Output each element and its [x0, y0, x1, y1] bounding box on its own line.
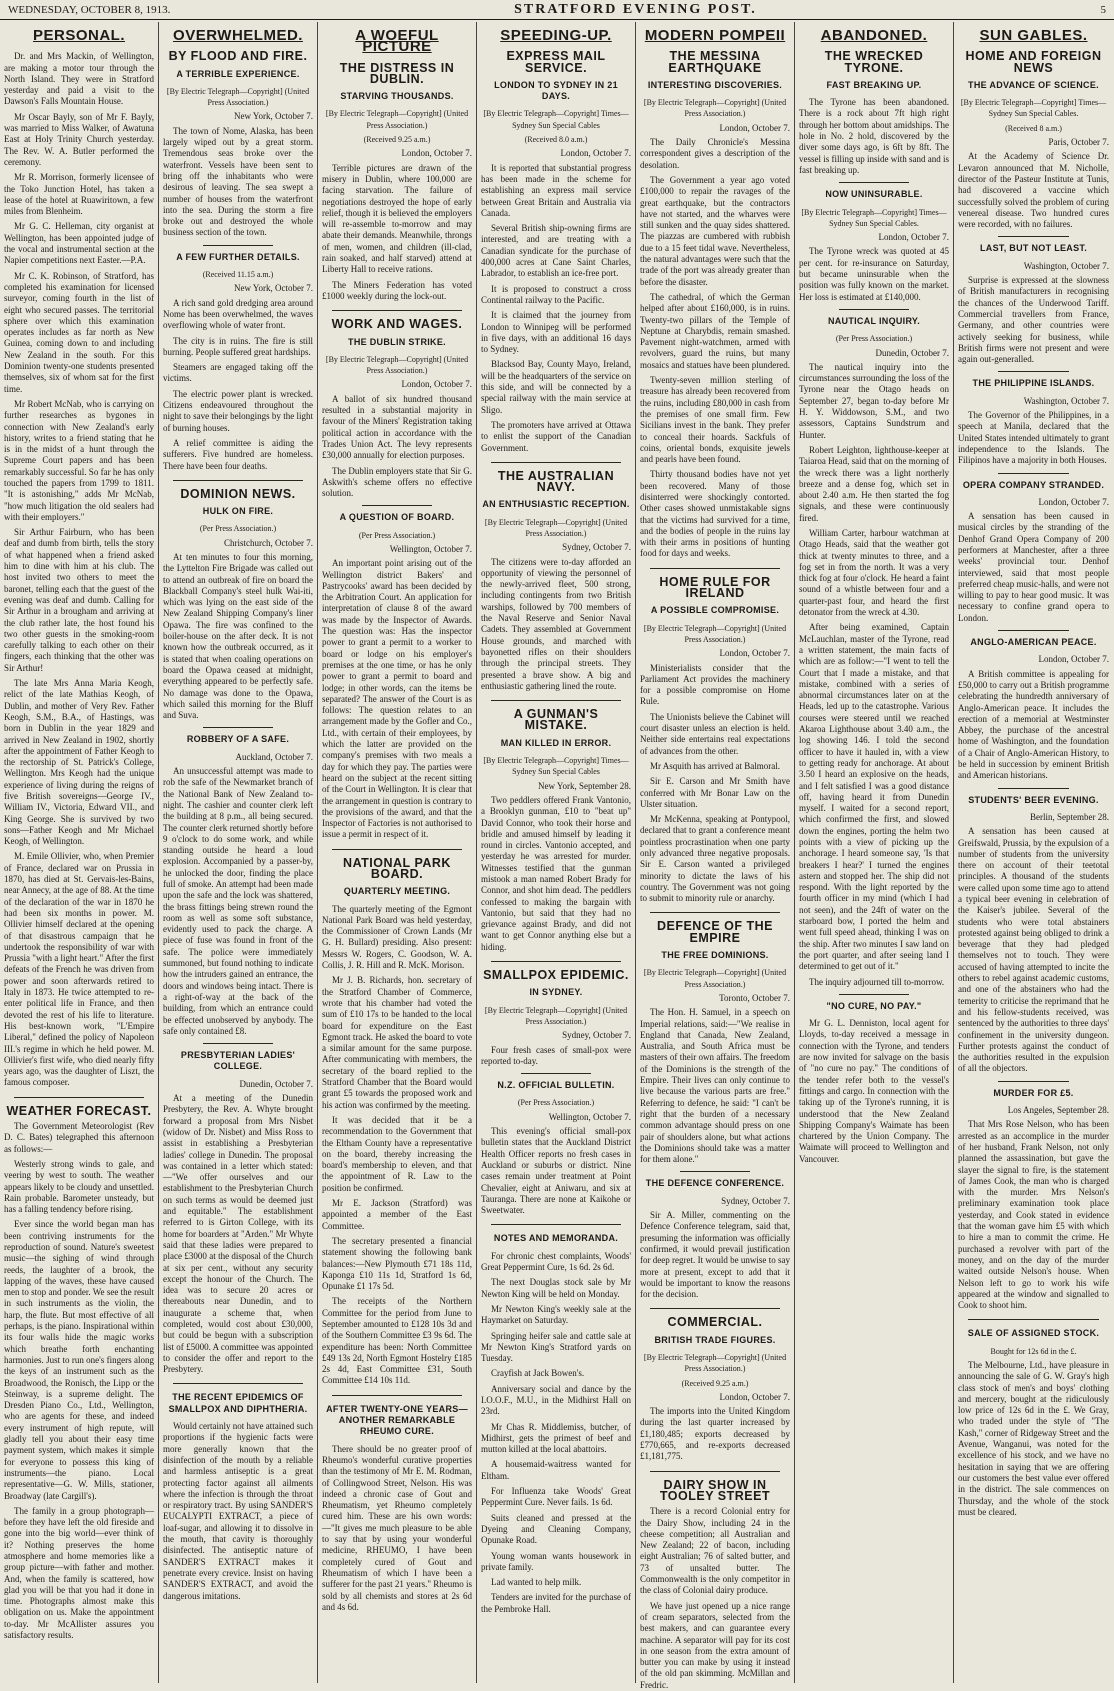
paragraph: Springing heifer sale and cattle sale at Mr Newton King's Stratford yards on Tuesday.: [481, 1330, 631, 1364]
wire-credit: (Per Press Association.): [517, 1098, 595, 1108]
section-rule: [998, 630, 1069, 631]
dateline: New York, September 28.: [538, 780, 631, 791]
article-paragraphs: [958, 826, 1109, 1075]
article-paragraphs: [481, 1045, 631, 1068]
subheading: MAN KILLED IN ERROR.: [500, 737, 612, 748]
paragraph: Sir Arthur Fairburn, who has been deaf and dumb from birth, tells the story of what happened when a friend asked him to dine with him at his club. The host invited two others to meet the baronet, telling each that the guest of the evening was deaf and dumb. Calling for Sir Arthur in a brougham and arriving at the club rather late, the host found his two other guests in the smoking-room carefully talking to each other on their fingers, each thinking that the other was Sir Arthur!: [4, 527, 154, 673]
notes-paragraphs: [481, 1251, 631, 1615]
article-paragraphs: [640, 663, 790, 905]
paragraph: At ten minutes to four this morning, the Lyttelton Fire Brigade was called out to attend an outbreak of fire on board the Blackball Company's steel hulk Wai-iti, which was lying on the east side of the New Zealand Shipping Company's liner Opawa. The fire was confined to the boiler-house on the after deck. It is not known how the outbreak occurred, as it is stated that when coaling operations on board the Opawa ceased at midnight, everything appeared to be perfectly safe. No damage was done to the Opawa, which sailed this morning for the Bluff and Suva.: [163, 551, 313, 721]
section-title: HOME AND FOREIGN NEWS: [965, 49, 1102, 75]
paragraph: The cathedral, of which the German helped after about £160,000, is in ruins. Twenty-two pillars of the Temple of Neptune at Charybdis, remain smashed. Pavement night-watchmen, armed with revolvers, guard the ruins, but many mosaics and statues have been plundered.: [640, 291, 790, 370]
subheading: ANGLO-AMERICAN PEACE.: [970, 637, 1097, 648]
paragraph: Mr C. K. Robinson, of Stratford, has completed his examination for licensed surveyor, coming fourth in the list of eight who secured passes. The territorial sphere over which this examination operates includes as far north as New Guinea, coming down to and including New Zealand in the south. For this Dominion twenty-one students presented themselves, six of whom sat for the first time.: [4, 270, 154, 394]
subheading: NOW UNINSURABLE.: [825, 189, 923, 200]
paragraph: Mr McKenna, speaking at Pontypool, declared that to grant a conference meant pointless procrastination when one party only advanced three negative proposals. Sir E. Carson wanted a privileged minority to dictate the laws of his country. The Government was not going to submit to minority rule or anarchy.: [640, 814, 790, 904]
section-title: THE DISTRESS IN DUBLIN.: [339, 60, 455, 86]
column-heading: MODERN POMPEII: [644, 27, 786, 44]
paragraph: A ballot of six hundred thousand resulted in a substantial majority in favour of the Miners' Registration taking political action in accordance with the Trades Union Act. The levy represents £30,000 annually for election purposes.: [322, 393, 472, 461]
section-rule: [491, 700, 621, 701]
dateline: London, October 7.: [719, 1391, 790, 1402]
subheading: IN SYDNEY.: [529, 987, 583, 998]
section-rule: [650, 912, 780, 913]
paragraph: Would certainly not have attained such proportions if the hygienic facts were more generally known that the disinfection of the mouth by a reliable and harmless antiseptic is a great protecting factor against all ailments where the infection is through the throat or respiratory tract. By using SANDER'S EUCALYPTI EXTRACT, a piece of loaf-sugar, and allowing it to dissolve in the mouth, that cavity is thoroughly disinfected. The antiseptic nature of SANDER'S EXTRACT makes it penetrate every crevice. Insist on having SANDER'S EXTRACT, and avoid the dangerous imitations.: [163, 1421, 313, 1601]
subheading: NOTES AND MEMORANDA.: [493, 1233, 619, 1244]
subheading: FAST BREAKING UP.: [826, 79, 922, 90]
section-rule: [998, 371, 1069, 372]
paragraph: The inquiry adjourned till to-morrow.: [809, 976, 945, 987]
paragraph: Mr Robert McNab, who is carrying on further researches as bygones in connection with New Zealand's early history, writes to a friend stating that he is in the midst of a hunt through the Supreme Court papers and has been remarkably successful. So far he has only touched the papers from 1799 to 1811. "It is astonishing," adds Mr McNab, "how much litigation the old sealers had with their employers.": [4, 398, 154, 522]
section-title: WEATHER FORECAST.: [6, 1103, 152, 1118]
section-title: A GUNMAN'S MISTAKE.: [513, 707, 599, 733]
subheading: HULK ON FIRE.: [202, 506, 274, 517]
paragraph: Robert Leighton, lighthouse-keeper at Taiaroa Head, said that on the morning of the wreck there was a light northerly breeze and a dense fog, which set in about 2.40 a.m. He then started the fog signals, and these were continuously fired.: [799, 444, 949, 523]
paragraph: The Tyrone wreck was quoted at 45 per cent. for re-insurance on Saturday, but became uninsurable when the position was fully known on the market. Her loss is estimated at £140,000.: [799, 246, 949, 302]
section-rule: [839, 309, 909, 310]
wire-credit: (Per Press Association.): [358, 530, 436, 540]
masthead: [0, 0, 1114, 20]
paragraph: A relief committee is aiding the sufferers. Five hundred are homeless. There have been four deaths.: [163, 437, 313, 471]
article-paragraphs: [958, 151, 1109, 230]
paragraph: The Unionists believe the Cabinet will court disaster unless an election is held. Neither side entertains real expectations of advances from the other.: [640, 711, 790, 756]
paragraph: Lad wanted to help milk.: [491, 1577, 582, 1588]
subheading: LONDON TO SYDNEY IN 21 DAYS.: [494, 79, 618, 102]
paragraph: The secretary presented a financial statement showing the following bank balances:—New Plymouth £71 18s 11d, Kaponga £10 11s 1d, Stratford 1s 6d, Opunake £1 17s 5d.: [322, 1235, 472, 1292]
paragraph: Sir E. Carson and Mr Smith have conferred with Mr Bonar Law on the Ulster situation.: [640, 776, 790, 809]
dateline: London, October 7.: [1038, 654, 1109, 665]
subheading: SALE OF ASSIGNED STOCK.: [967, 1328, 1100, 1339]
column-heading: SPEEDING-UP.: [500, 27, 612, 44]
dateline: Berlin, September 28.: [1030, 811, 1109, 822]
paragraph: The Miners Federation has voted £1000 weekly during the lock-out.: [322, 279, 472, 301]
dateline: London, October 7.: [1038, 496, 1109, 507]
sale-note: Bought for 12s 6d in the £.: [990, 1346, 1077, 1356]
subheading: PRESBYTERIAN LADIES' COLLEGE.: [180, 1050, 296, 1072]
subheading: THE ADVANCE OF SCIENCE.: [968, 79, 1099, 90]
article-paragraphs: [163, 766, 313, 1037]
article-paragraphs: [958, 410, 1109, 466]
advert-paragraphs: [958, 1360, 1109, 1518]
personal-paragraphs: [4, 51, 154, 1088]
article-paragraphs: [640, 1406, 790, 1462]
section-rule: [173, 1383, 303, 1384]
wire-credit: [By Electric Telegraph—Copyright] (United Press Association.): [166, 86, 310, 108]
section-title: THE WRECKED TYRONE.: [824, 49, 924, 75]
dateline: Wellington, October 7.: [548, 1111, 631, 1122]
subheading: A QUESTION OF BOARD.: [339, 512, 455, 523]
wire-credit: [By Electric Telegraph—Copyright] (United Press Association.): [643, 968, 787, 989]
paragraph: The late Mrs Anna Maria Keogh, relict of the late Mathias Keogh, of Dublin, and mother of Very Rev. Father Keogh, S.M., B.A., of Hastings, was born in Dublin in the year 1829 and arrived in New Zealand in 1902, shortly after the appointment of Father Keogh to the rectorship of St. Patrick's College, Wellington. Mrs Keogh had the unique experience of living during the reigns of five British sovereigns—George IV., William IV., Victoria, Edward VII., and King George. She is survived by two sons—Father Keogh and Mr Michael Keogh, of Wellington.: [4, 678, 154, 847]
paragraph: The Dublin employers state that Sir G. Askwith's scheme offers no effective solution.: [322, 465, 472, 499]
paragraph: A British committee is appealing for £50,000 to carry out a British programme celebrating the hundredth anniversary of Anglo-American peace. It includes the erection of a memorial at Westminster Abbey, the purchase of the ancestral home of Washington, and the foundation of a Chair of Anglo-American History, to be held in succession by eminent British and American historians.: [958, 668, 1109, 781]
section-rule: [998, 473, 1069, 474]
subheading: THE DEFENCE CONFERENCE.: [645, 1178, 785, 1189]
article-paragraphs: [322, 394, 472, 500]
section-title: BY FLOOD AND FIRE.: [168, 49, 308, 64]
article-paragraphs: [481, 1126, 631, 1216]
paragraph: Suits cleaned and pressed at the Dyeing and Cleaning Company, Opunake Road.: [481, 1512, 631, 1546]
article-paragraphs: [322, 163, 472, 303]
subheading: STUDENTS' BEER EVENING.: [968, 794, 1099, 805]
section-rule: [650, 1471, 780, 1472]
wire-credit: [By Electric Telegraph—Copyright] (United Press Association.): [325, 354, 469, 376]
paragraph: Thirty thousand bodies have not yet been recovered. Many of those disinterred were shockingly contorted. Other cases showed unmistakable signs that the victims had survived for a time, and the bodies of people in the ruins lay with their arms in positions of hunting food for days and weeks.: [640, 469, 790, 559]
newspaper-title: STRATFORD EVENING POST.: [514, 1, 757, 17]
paragraph: Two peddlers offered Frank Vantonio, a Brooklyn gunman, £10 to "beat up" David Connor, who took their horse and bridle and amused himself by leading it round in circles. Vantonio accepted, and yesterday he was arrested for murder. Witnesses testified that the gunman mistook a man named Robert Brady for Connor, and shot him dead. The peddlers confessed to making the bargain with Vantonio, but said that they had no grievance against Brady, and did not want to get Connor anything else but a hiding.: [481, 794, 631, 952]
paragraph: Mr E. Jackson (Stratford) was appointed a member of the East Committee.: [322, 1198, 472, 1231]
section-title: THE MESSINA EARTHQUAKE: [668, 49, 762, 75]
section-rule: [491, 462, 621, 463]
dateline: Los Angeles, September 28.: [1007, 1105, 1109, 1116]
paragraph: The electric power plant is wrecked. Citizens endeavoured throughout the night to save their belongings by the light of burning houses.: [163, 388, 313, 433]
received-time: (Received 11.15 a.m.): [202, 270, 274, 280]
section-rule: [998, 236, 1069, 237]
paragraph: Westerly strong winds to gale, and veering by west to south. The weather appears likely to be cloudy and unsettled. Rain probable. Barometer unsteady, but has a falling tendency before rising.: [4, 1158, 154, 1215]
paragraph: The nautical inquiry into the circumstances surrounding the loss of the Tyrone near the Otago heads on September 27, began to-day before Mr H. Y. Widdowson, S.M., and two assessors, Captains Sundstrum and Hunter.: [799, 361, 949, 440]
paragraph: The family in a group photograph—before they have left the old fireside and gone into the big world—ever think of it? Nothing preserves the home atmosphere and home memories like a group picture—with father and mother. And, when the family is scattered, how glad you will be that you had it done in time. Photographs almost make this obligation on us. Make the appointment to-day. Mr McAllister assures you satisfactory results.: [4, 1505, 154, 1641]
dateline: Sydney, October 7.: [562, 542, 631, 553]
dateline: London, October 7.: [401, 148, 472, 159]
article-paragraphs: [322, 904, 472, 1387]
subheading: AFTER TWENTY-ONE YEARS—ANOTHER REMARKABLE RHEUMO CURE.: [326, 1403, 468, 1437]
subheading: AN ENTHUSIASTIC RECEPTION.: [482, 499, 630, 510]
paragraph: Ever since the world began man has been contriving instruments for the reproduction of sound. Nature's sweetest music—the sighing of wind through reeds, the laughter of a brook, the lapping of the waves, these have caused men to stop and ponder. We see the result in such instruments as the violin, the harp, the flute. But most effective of all perhaps, is the piano. Inspirational within its four walls hide the magic works which breathe forth enchanting harmonies. Just to run one's fingers along the keys of an instrument such as the Broadwood, the Ronisch, the Lipp or the Steinway, is a supreme delight. The Dresden Piano Co., Ltd., Wellington, who are agents for these, and indeed every instrument of high repute, will gladly tell you about their easy time payment system, which makes it simple for everyone to possess this king of instruments—the piano. Local representative—G. W. Mills, stationer, Broadway (late Cargill's).: [4, 1219, 154, 1501]
subheading: STARVING THOUSANDS.: [340, 91, 454, 102]
dateline: Christchurch, October 7.: [224, 537, 313, 548]
paragraph: Surprise is expressed at the slowness of British manufacturers in recognising the chances of the Underwood Tariff. Commercial travellers from France, Germany, and other countries were actively seeking for business, while British firms were not present and were again out-generalled.: [958, 275, 1109, 365]
wire-credit: [By Electric Telegraph—Copyright] Times—Sydney Sun Special Cables.: [960, 98, 1107, 119]
paragraph: Blacksod Bay, County Mayo, Ireland, will be the headquarters of the service on this side, and will be connected by a special railway with the main service at Sligo.: [481, 359, 631, 415]
paragraph: For chronic chest complaints, Woods' Great Peppermint Cure, 1s 6d. 2s 6d.: [481, 1250, 631, 1273]
paragraph: A sensation has been caused in musical circles by the stranding of the Denhof Grand Opera Company of 200 performers at Manchester, after a three weeks' provincial tour. Denhof interviewed, said that most people preferred cheap music-halls, and were not willing to pay to hear good music. It was necessary to confine grand opera to London.: [958, 511, 1109, 623]
dateline: Dunedin, October 7.: [239, 1078, 313, 1089]
paragraph: Ministerialists consider that the Parliament Act provides the machinery for a possible compromise on Home Rule.: [640, 662, 790, 707]
paragraph: The city is in ruins. The fire is still burning. People suffered great hardships.: [163, 335, 313, 357]
section-rule: [650, 1308, 780, 1309]
section-rule: [203, 727, 273, 728]
paragraph: The Government Meteorologist (Rev D. C. Bates) telegraphed this afternoon as follows:—: [4, 1121, 154, 1154]
subheading: THE DUBLIN STRIKE.: [348, 336, 446, 347]
dateline: London, October 7.: [878, 232, 949, 243]
column-personal: [0, 22, 159, 1683]
article-paragraphs: [163, 1093, 313, 1375]
article-paragraphs: [481, 557, 631, 693]
column-heading: PERSONAL.: [32, 27, 125, 44]
wire-credit: [By Electric Telegraph—Copyright] (United Press Association.): [484, 1005, 628, 1026]
paragraph: The receipts of the Northern Committee for the period from June to September amounted to £128 10s 3d and of the Southern Committee £3 9s 6d. The expenditure has been: North Committee £49 13s 2d, North Egmont Hostelry £185 2s 4d, East Committee £31, South Committee £14 10s 11d.: [322, 1296, 472, 1386]
dateline: London, October 7.: [719, 122, 790, 133]
section-rule: [998, 1081, 1069, 1082]
column-overwhelmed: [159, 22, 318, 1683]
paragraph: Several British ship-owning firms are interested, and are treating with a Canadian syndicate for the purchase of 400,000 acres at Cane Saint Charles, Labrador, to establish an ice-free port.: [481, 223, 631, 279]
dateline: London, October 7.: [560, 148, 631, 159]
paragraph: At the Academy of Science Dr. Levaron announced that M. Nicholle, director of the Pasteur Institute at Tunis, had discovered a vaccine which successfully solved the problem of curing venereal disease. Two hundred cures were recorded, with no failures.: [958, 151, 1109, 230]
paragraph: Mr Oscar Bayly, son of Mr F. Bayly, was married to Miss Walker, of Awatuna East at Holy Trinity Church yesterday. The Rev. W. A. Butler performed the ceremony.: [4, 111, 154, 167]
section-title: EXPRESS MAIL SERVICE.: [506, 49, 606, 75]
dateline: Auckland, October 7.: [235, 751, 313, 762]
paragraph: Mr J. B. Richards, hon. secretary of the Stratford Chamber of Commerce, wrote that his chamber had voted the sum of £10 17s to be handed to the local board for expenditure on the East Egmont track. He asked the board to vote a similar amount for the same purpose. After communicating with members, the secretary of the board replied to the Stratford Chamber that the Board would grant £5 towards the proposed work and his action was confirmed by the meeting.: [322, 975, 472, 1110]
paragraph: An important point arising out of the Wellington district Bakers' and Pastrycooks' award has been decided by the Arbitration Court. An application for interpretation of clause 8 of the award was made by the Inspector of Awards. The question was: Has the inspector power to grant a permit to a worker to board or lodge on his employer's premises at the one time, or has he only power to grant a permit to board and lodge; in other words, can the items be separated? The answer of the Court is as follows: The question relates to an arrangement made by the Gofler and Co., Ltd., with certain of their employees, by which the latter are provided on the company's premises with two meals a day for which they pay. The parties were heard on the subject at the recent sitting of the Court in Wellington. It is clear that the arrangement in question is contrary to the provisions of the award, and that the Inspector of Factories is not authorised to issue a permit in respect of it.: [322, 558, 472, 840]
paragraph: Mr Asquith has arrived at Balmoral.: [650, 760, 780, 771]
paragraph: Twenty-seven million sterling of treasure has already been recovered from the ruins, including £80,000 in cash from the premises of one small firm. Few Sicilians invest in the bank. They prefer to conceal their hoards. Sackfuls of coins, oriental bonds, exquisite jewels and pearls have been found.: [640, 375, 790, 465]
paragraph: The Hon. H. Samuel, in a speech on Imperial relations, said:—"We realise in England that Canada, New Zealand, Australia, and South Africa must be masters of their own affairs. The freedom of the Dominions is the strength of the Empire. Their lives can only continue to live because the various parts are free." Referring to defence, he said: "I can't be right that the burden of a necessary common advantage should press on one pair of shoulders alone, but what actions the Dominions should take was a matter for them alone.": [640, 1007, 790, 1165]
subheading: A POSSIBLE COMPROMISE.: [650, 605, 780, 616]
weather-paragraphs: [4, 1121, 154, 1641]
section-title: DAIRY SHOW IN TOOLEY STREET: [659, 1477, 771, 1503]
paragraph: Mr R. Morrison, formerly licensee of the Toko Junction Hotel, has taken a lease of the hotel at Ruawiritown, a few miles from Blenheim.: [4, 172, 154, 217]
paragraph: That Mrs Rose Nelson, who has been arrested as an accomplice in the murder of her husband, Frank Nelson, not only planned the assassination, but gave the slayer the signal to fire, is the statement of James Cook, the man who is charged with the murder. Mrs Nelson's preliminary examination took place yesterday, and Cook stated in evidence that the woman gave him £5 with which to hire a man to commit the crime. He purchased a revolver with part of the money, and on the day of the murder waited outside Nelson's house. When Nelson left to go to work his wife appeared at the window and signalled to Cook to shoot him.: [958, 1119, 1109, 1311]
wire-credit: (Per Press Association.): [835, 334, 913, 344]
dateline: Sydney, October 7.: [562, 1030, 631, 1041]
section-title: HOME RULE FOR IRELAND: [659, 574, 771, 601]
section-rule: [839, 182, 909, 183]
section-rule: [332, 310, 462, 311]
subheading: THE PHILIPPINE ISLANDS.: [972, 378, 1095, 389]
section-title: NATIONAL PARK BOARD.: [343, 855, 451, 881]
paragraph: The promoters have arrived at Ottawa to enlist the support of the Canadian Government.: [481, 419, 631, 453]
article-paragraphs: [958, 275, 1109, 365]
section-rule: [173, 480, 303, 481]
paragraph: After being examined, Captain McLauchlan, master of the Tyrone, read a written statement, the main facts of which are as follow:—"I went to tell the Court that I made a mistake, and that mistake, combined with a series of abnormal circumstances later on at the Heads, led up to the catastrophe. Various courses were steered until we reached Akaroa Lighthouse about 3.40 a.m., the log showing 146. I told the second officer to have it hauled in, with a view to getting ready for anchorage. At about 3.50 I heard an explosive on the heads, and I felt satisfied I was a good distance off, having heard it from Dunedin myself. I waited for a second report, which confirmed the first, and slowed down the engines, porting the helm two points with a view of picking up the anchorage. I heard someone say, 'Is that breakers I hear?' I turned the engines astern and stopped her. The ship did not respond. With the light reported by the fourth officer in my mind (which I had not seen), and the 24ft of water on the starboard bow, I ported the helm and went full speed ahead, thinking I was on the ship. After two minutes I saw land on the port quarter, and after seeing land I determined to get out of it.": [799, 622, 949, 972]
paragraph: Mr Newton King's weekly sale at the Haymarket on Saturday.: [481, 1303, 631, 1326]
section-title: THE AUSTRALIAN NAVY.: [497, 468, 615, 495]
section-rule: [968, 1319, 1099, 1320]
subheading: BRITISH TRADE FIGURES.: [654, 1334, 776, 1345]
paragraph: The imports into the United Kingdom during the last quarter increased by £1,180,485; exports decreased by £770,665, and re-exports decreased £1,181,775.: [640, 1406, 790, 1462]
wire-credit: [By Electric Telegraph—Copyright] Times—Sydney Sun Special Cables: [483, 756, 629, 777]
paragraph: The town of Nome, Alaska, has been largely wiped out by a great storm. Tremendous seas broke over the waterfront. Vessels have been sent to bring off the inhabitants who were desirous of leaving. The sea swept a number of houses from the waterfront into the sea. During the storm a fire broke out and destroyed the whole business section of the town.: [163, 125, 313, 238]
section-rule: [491, 961, 621, 962]
article-paragraphs: [799, 97, 949, 176]
paragraph: For Influenza take Woods' Great Peppermint Cure. Never fails. 1s 6d.: [481, 1486, 631, 1508]
section-rule: [998, 788, 1069, 789]
wire-credit: [By Electric Telegraph—Copyright] (United Press Association.): [643, 623, 787, 644]
paragraph: This evening's official small-pox bulletin states that the Auckland District Health Officer reports no fresh cases in Auckland or suburbs or district. Nine cases remain under treatment at Point Chevalier, eight at Aniwaru, and six at Tauranga. There are none at Kaikohe or Sweetwater.: [481, 1126, 631, 1216]
subheading: MURDER FOR £5.: [993, 1087, 1074, 1098]
paragraph: We have just opened up a nice range of cream separators, selected from the best makers, and can guarantee every machine. A separator will pay for its cost in one season from the extra amount of butter you can make by using it instead of the old pan skimming. McMillan and Fredric.: [640, 1600, 790, 1690]
issue-date: WEDNESDAY, OCTOBER 8, 1913.: [8, 3, 171, 16]
section-rule: [14, 1097, 144, 1098]
subheading: OPERA COMPANY STRANDED.: [962, 479, 1105, 490]
column-sun-gables: [954, 22, 1113, 1683]
dateline: New York, October 7.: [234, 283, 313, 294]
dateline: Dunedin, October 7.: [875, 347, 949, 358]
paragraph: The Melbourne, Ltd., have pleasure in announcing the sale of G. W. Gray's high class stock of men's and boys' clothing and mercery, bought at the ridiculously low price of 12s 6d in the £. We Gray, who traded under the style of "The Kash," corner of Ridgeway Street and the Avenue, Wanganui, was noted for the excellence of his stock, and we have no hesitation in saying that we are offering our customers the best value ever offered in the district. The sale commences on Thursday, and the whole of the stock must be cleared.: [958, 1359, 1109, 1517]
received-time: (Received 8.0 a.m.): [524, 135, 588, 145]
column-modern-pompeii: [636, 22, 795, 1690]
column-heading: ABANDONED.: [820, 27, 928, 44]
subheading: THE RECENT EPIDEMICS OF SMALLPOX AND DIPHTHERIA.: [168, 1392, 308, 1414]
paragraph: There should be no greater proof of Rheumo's wonderful curative properties than the testimony of Mr E. M. Rodman, of Collingwood Street, Nelson. His was indeed a chronic case of Gout and Rheumatism, yet Rheumo completely cured him. These are his own words:—"It gives me much pleasure to be able to say that by using your wonderful medicine, RHEUMO, I have been completely cured of Gout and Rheumatism of which I have been a sufferer for the past 21 years." Rheumo is sold by all chemists and stores at 2s 6d and 4s 6d.: [322, 1443, 472, 1612]
paragraph: The next Douglas stock sale by Mr Newton King will be held on Monday.: [481, 1277, 631, 1299]
column-woeful-picture: [318, 22, 477, 1683]
article-paragraphs: [799, 1018, 949, 1165]
article-paragraphs: [481, 163, 631, 454]
column-abandoned: [795, 22, 954, 1683]
section-rule: [332, 849, 462, 850]
article-paragraphs: [640, 1210, 790, 1300]
wire-credit: [By Electric Telegraph—Copyright] (United Press Association.): [484, 517, 628, 538]
received-time: (Received 8 a.m.): [1005, 123, 1062, 133]
dateline: Toronto, October 7.: [719, 992, 790, 1003]
wire-credit: [By Electric Telegraph—Copyright] (United Press Association.): [643, 1352, 787, 1374]
paragraph: An unsuccessful attempt was made to rob the safe of the Newmarket branch of the National Bank of New Zealand to-night. The cashier and counter clerk left the building at 8 p.m., all being secured. The counter clerk returned shortly before 9 o'clock to do some work, and while standing outside he heard a loud explosion. Accompanied by a passer-by, he unlocked the door, finding the place full of smoke. An attempt had been made upon the safe and the lock was shattered, the brass fittings being strewn round the room as well as some soft substance, evidently used to pack the charge. A piece of fuse was found in front of the safe. The police were immediately summoned, but found nothing to indicate how the intruders gained an entrance, the doors and windows being intact. There is a right-of-way at the back of the building, from which an entrance could be effected unobserved by anybody. The safe only contained £8.: [163, 766, 313, 1036]
paragraph: The Government a year ago voted £100,000 to repair the ravages of the great earthquake, but the contractors have not started, and the wharves were still sunken and the quay sides shattered. The piazzas are cumbered with rubbish due to a 15 feet tidal wave. Nevertheless, the natural advantages were such that the trade of the port was already greater than before the disaster.: [640, 174, 790, 287]
column-heading: OVERWHELMED.: [173, 27, 303, 44]
section-title: SMALLPOX EPIDEMIC.: [483, 968, 629, 983]
paragraph: Mr G. C. Helleman, city organist at Wellington, has been appointed judge of the vocal and instrumental section at the Napier competitions next Easter.—P.A.: [4, 221, 154, 266]
advert-paragraphs: [322, 1444, 472, 1613]
paragraph: It is claimed that the journey from London to Winnipeg will be performed in five days, with an additional 16 days to Sydney.: [481, 310, 631, 355]
paragraph: Terrible pictures are drawn of the misery in Dublin, where 100,000 are facing starvation. The failure of negotiations destroyed the hope of early relief, though it is believed the employers will re-assemble to-morrow and may abate their demands. Meanwhile, throngs of men, women, and children (ill-clad, rain soaked, and half starved) attend at Liberty Hall to receive rations.: [322, 162, 472, 275]
subheading: NAUTICAL INQUIRY.: [827, 315, 921, 326]
wire-credit: [By Electric Telegraph—Copyright] (United Press Association.): [325, 109, 469, 130]
paragraph: A rich sand gold dredging area around Nome has been overwhelmed, the waves overflowing whole of water front.: [163, 297, 313, 331]
section-title: DEFENCE OF THE EMPIRE: [656, 919, 774, 945]
paragraph: The Tyrone has been abandoned. There is a rock about 7ft high right through her bottom about amidships. The hole in No. 2 hold, discovered by the diver some days ago, is 6ft by 8ft. The vessel is filling up inside with sand and is fast breaking up.: [799, 97, 949, 175]
dateline: Sydney, October 7.: [721, 1195, 790, 1206]
received-time: (Received 9.25 a.m.): [681, 1378, 749, 1388]
section-rule: [680, 1171, 750, 1172]
paragraph: The quarterly meeting of the Egmont National Park Board was held yesterday, the Commissioner of Crown Lands (Mr G. H. Bullard) presiding. Also present: Messrs W. Rogers, C. Goodson, W. A. Collis, J. R. Hill and R. McK. Morison.: [322, 903, 472, 971]
paragraph: The citizens were to-day afforded an opportunity of viewing the personnel of the newly-arrived fleet, 500 strong, including contingents from two British warships, followed by 700 members of the Naval Reserve and Senior Naval Cadets. They assembled at Government House grounds, and marched with bayonetted rifles on their shoulders through the principal streets. They presented a brave show. A big and enthusiastic gathering lined the route.: [481, 556, 631, 691]
paragraph: M. Emile Ollivier, who, when Premier of France, declared war on Prussia in 1870, has died at St. Gervais-les-Bains, near Annecy, at the age of 88. At the time of the declaration of the war in 1870 he had been six months in power. M. Ollivier himself declared at the opening of that disastrous campaign that he undertook the responsibility of war with Prussia "with a light heart." After the first defeats of the French he was driven from power and soon afterwards retired to Italy in 1873. He twice attempted to re-enter political life in France, and then devoted the rest of his life to literature. His best-known work, "L'Empire Liberal," defined the policy of Napoleon III.'s regime in which he held power. M. Ollivier's first wife, who died nearly fifty years ago, was the daughter of Liszt, the famous composer.: [4, 851, 154, 1088]
paragraph: It was decided that it be a recommendation to the Government that the Eltham County have a representative on the board, thereby increasing the board's membership to eleven, and that the appointment of R. Law to the position be confirmed.: [322, 1114, 472, 1193]
column-heading: SUN GABLES.: [979, 27, 1088, 44]
paragraph: At a meeting of the Dunedin Presbytery, the Rev. A. Whyte brought forward a proposal from Mrs Nisbet (widow of Dr. Nisbet) and Miss Ross to assist in establishing a Presbyterian ladies' college in Dunedin. The proposal was contained in a letter which stated:—"We offer ourselves and our establishment to the Presbyterian Church on such terms as would be deemed just and equitable." The establishment referred to is Girton College, with its home for boarders at "Arden." Mr Whyte said that these ladies were prepared to place £3000 at the disposal of the Church at six per cent., without any security except the honour of the Church. The idea was to secure 20 acres or thereabouts near Dunedin, and to inaugurate a scheme that, when completed, would cost about £30,000, but could be begun with a subscription list of £5000. A committee was appointed to consider the offer and report to the Presbytery.: [163, 1093, 313, 1375]
column-speeding-up: [477, 22, 636, 1683]
section-rule: [203, 1043, 273, 1044]
article-paragraphs: [481, 795, 631, 953]
section-title: COMMERCIAL.: [667, 1315, 763, 1330]
dateline: Wellington, October 7.: [389, 543, 472, 554]
paragraph: Steamers are engaged taking off the victims.: [163, 362, 313, 384]
section-rule: [521, 1073, 591, 1074]
article-paragraphs: [958, 1119, 1109, 1311]
subheading: THE FREE DOMINIONS.: [661, 950, 769, 961]
paragraph: Young woman wants housework in private family.: [481, 1550, 631, 1572]
dateline: Paris, October 7.: [1048, 137, 1109, 148]
article-paragraphs: [958, 669, 1109, 782]
paragraph: Dr. and Mrs Mackin, of Wellington, are making a motor tour through the North Island. They were in Stratford yesterday and paid a visit to the Dawson's Falls Mountain House.: [4, 51, 154, 107]
paragraph: William Carter, harbour watchman at Otago Heads, said that the weather got thick at twenty minutes to three, and a fog set in from the north. It was a very thick fog at four o'clock. He heard a faint sound of a whistle between four and a quarter-past four, and heard the first detonator from the wreck at 4.30.: [799, 527, 949, 618]
article-paragraphs: [640, 137, 790, 560]
section-rule: [203, 245, 273, 246]
dateline: Washington, October 7.: [1023, 395, 1109, 406]
section-rule: [650, 568, 780, 569]
subheading: A TERRIBLE EXPERIENCE.: [176, 68, 300, 79]
paragraph: Crayfish at Jack Bowen's.: [491, 1368, 585, 1379]
paragraph: Sir A. Miller, commenting on the Defence Conference telegram, said that, presuming the information was officially confirmed, it would prevail justification for deep regret. It would be unwise to say more at present, except to add that it would be important to know the reasons for the decision.: [640, 1210, 790, 1300]
paragraph: Mr G. L. Denniston, local agent for Lloyds, to-day received a message in connection with the Tyrone, and tenders are now invited for salvage on the basis of "no cure no pay." The conditions of the tender refer both to the vessel's fittings and cargo. In connection with the taking up of the Tyrone's running, it is understood that the New Zealand Shipping Company's Waimate has been chartered by the Union Company. The Waimate will proceed to Wellington and Vancouver.: [799, 1018, 949, 1164]
dateline: London, October 7.: [719, 648, 790, 659]
paragraph: There is a record Colonial entry for the Dairy Show, including 24 in the cheese competition; all Australian and New Zealand; 22 of bacon, including eight Australian; 76 of salted butter, and 73 of unsalted butter. The Commonwealth is the only competitor in the class of Colonial dairy produce.: [640, 1506, 790, 1596]
subheading: LAST, BUT NOT LEAST.: [980, 243, 1087, 254]
dateline: New York, October 7.: [234, 111, 313, 122]
article-paragraphs: [640, 1506, 790, 1691]
article-paragraphs: [163, 298, 313, 472]
columns: [0, 22, 1114, 1690]
paragraph: Tenders are invited for the purchase of the Pembroke Hall.: [481, 1592, 631, 1614]
wire-credit: [By Electric Telegraph—Copyright] Times—Sydney Sun Special Cables.: [801, 207, 947, 228]
received-time: (Received 9.25 a.m.): [363, 135, 431, 145]
wire-credit: [By Electric Telegraph—Copyright] Times—Sydney Sun Special Cables: [483, 109, 629, 130]
section-rule: [332, 1395, 462, 1396]
article-paragraphs: [640, 1007, 790, 1165]
article-paragraphs: [958, 511, 1109, 624]
dateline: Washington, October 7.: [1023, 260, 1109, 271]
subheading: "NO CURE, NO PAY.": [826, 1000, 922, 1011]
subheading: INTERESTING DISCOVERIES.: [647, 79, 783, 90]
paragraph: Mr Chas R. Middlemiss, butcher, of Midhirst, gets the primest of beef and mutton killed at the local abattoirs.: [481, 1421, 631, 1455]
page-number: 5: [1100, 3, 1106, 16]
section-rule: [839, 994, 909, 995]
section-rule: [362, 505, 432, 506]
section-title: DOMINION NEWS.: [180, 486, 296, 501]
subheading: A FEW FURTHER DETAILS.: [176, 251, 300, 262]
wire-credit: (Per Press Association.): [199, 524, 277, 534]
article-paragraphs: [799, 362, 949, 988]
dateline: London, October 7.: [401, 379, 472, 390]
article-paragraphs: [799, 246, 949, 302]
section-rule: [491, 1224, 621, 1225]
article-paragraphs: [163, 126, 313, 239]
section-title: WORK AND WAGES.: [331, 317, 463, 332]
paragraph: Four fresh cases of small-pox were reported to-day.: [481, 1044, 631, 1066]
subheading: QUARTERLY MEETING.: [343, 886, 451, 897]
subheading: N.Z. OFFICIAL BULLETIN.: [497, 1080, 615, 1091]
advert-paragraphs: [163, 1421, 313, 1602]
article-paragraphs: [322, 558, 472, 840]
paragraph: Anniversary social and dance by the I.O.O.F., M.U., in the Midhirst Hall on 23rd.: [481, 1383, 631, 1417]
paragraph: A sensation has been caused at Greifswald, Prussia, by the expulsion of a number of students from the university there on account of their teetotal principles. A thousand of the students were called upon some time ago to attend a typical beer evening in celebration of the Kaiser's jubilee. Several of the students who were total abstainers protested against being obliged to drink a beverage that they had pledged themselves not to touch. They were accused of having attempted to incite the others to rebel against academic customs, and one of the abstainers who had the temerity to criticise the reprimand that he and his fellow-students received, was sentenced by the authorities to three days' confinement in the university dungeon. Further protests against the conduct of the authorities resulted in the expulsion of all the objectors.: [958, 826, 1109, 1074]
paragraph: A housemaid-waitress wanted for Eltham.: [481, 1459, 631, 1481]
subheading: ROBBERY OF A SAFE.: [186, 734, 290, 745]
paragraph: It is reported that substantial progress has been made in the scheme for establishing an express mail service between Great Britain and Australia via Canada.: [481, 162, 631, 218]
article-paragraphs: [163, 552, 313, 721]
paragraph: It is proposed to construct a cross Continental railway to the Pacific.: [481, 283, 631, 305]
column-heading: A WOEFUL PICTURE: [355, 27, 439, 56]
wire-credit: [By Electric Telegraph—Copyright] (United Press Association.): [643, 98, 787, 119]
paragraph: The Daily Chronicle's Messina correspondent gives a description of the desolation.: [640, 137, 790, 170]
paragraph: The Governor of the Philippines, in a speech at Manila, declared that the United States intended ultimately to grant independence to the Islands. The Filipinos have a majority in both Houses.: [958, 410, 1109, 466]
